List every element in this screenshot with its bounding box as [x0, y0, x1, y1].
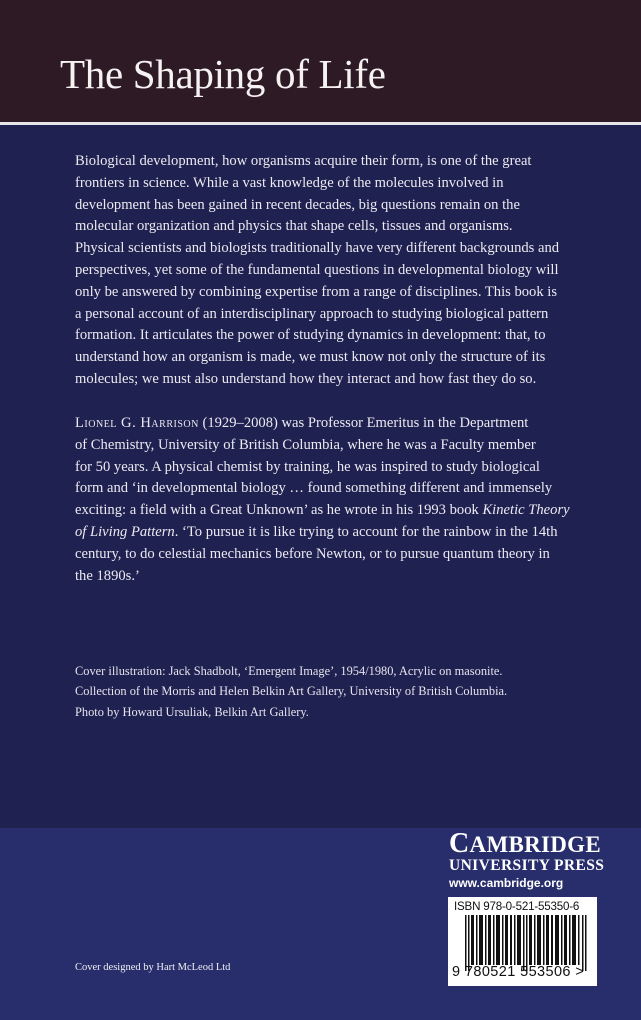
publisher-name: [449, 828, 619, 859]
bio-line: [75, 500, 635, 522]
isbn-label: ISBN 978-0-521-55350-6: [454, 900, 580, 913]
bio-line: [75, 413, 635, 435]
cover-designer-credit: Cover designed by Hart McLeod Ltd: [75, 962, 231, 973]
book-description: [75, 151, 635, 391]
cover-credits: [75, 661, 635, 722]
barcode-bars-icon: [465, 915, 588, 971]
description-line: development has been gained in recent decades, big questions remain on the: [75, 196, 520, 213]
description-line: molecular organization and physics that shape cells, tissues and organisms.: [75, 218, 513, 235]
barcode-digits: 9 780521 553506 >: [452, 964, 585, 980]
credit-line: Photo by Howard Ursuliak, Belkin Art Gallery.: [75, 704, 309, 719]
publisher-logo: [449, 828, 619, 890]
publisher-initial: C: [449, 828, 470, 859]
bio-text: (1929–2008) was Professor Emeritus in the Department: [198, 415, 529, 431]
description-line: frontiers in science. While a vast knowledge of the molecules involved in: [75, 174, 504, 191]
author-name: Lionel G. Harrison: [75, 415, 199, 431]
publisher-name-rest: AMBRIDGE: [469, 832, 601, 857]
description-line: molecules; we must also understand how they interact and how fast they do so.: [75, 370, 537, 387]
bio-line: for 50 years. A physical chemist by training, he was inspired to study biological: [75, 458, 540, 475]
publisher-url: www.cambridge.org: [449, 876, 564, 890]
description-line: perspectives, yet some of the fundamental questions in developmental biology will: [75, 261, 559, 278]
publisher-subtitle: UNIVERSITY PRESS: [449, 857, 605, 874]
description-line: formation. It articulates the power of studying dynamics in development: that, to: [75, 327, 546, 344]
bio-line: form and ‘in developmental biology … found something different and immensely: [75, 480, 553, 497]
credit-line: Cover illustration: Jack Shadbolt, ‘Emergent Image’, 1954/1980, Acrylic on masonite.: [75, 664, 503, 678]
bio-line: of Chemistry, University of British Columbia, where he was a Faculty member: [75, 436, 536, 453]
book-title: The Shaping of Life: [60, 51, 386, 97]
title-band: [0, 0, 641, 122]
description-line: Physical scientists and biologists traditionally have very different backgrounds and: [75, 240, 560, 257]
description-line: only be answered by combining expertise from a range of disciplines. This book is: [75, 283, 558, 300]
book-reference-title: Kinetic Theory: [482, 502, 570, 519]
bio-line: century, to do celestial mechanics before Newton, or to pursue quantum theory in: [75, 545, 550, 562]
bio-line: [75, 522, 635, 544]
isbn-barcode: [448, 897, 597, 986]
bio-line: the 1890s.’: [75, 567, 140, 584]
description-line: understand how an organism is made, we must know not only the structure of its: [75, 349, 546, 366]
credit-line: Collection of the Morris and Helen Belkin Art Gallery, University of British Columbia.: [75, 684, 508, 699]
author-bio: [75, 413, 635, 587]
book-reference-title: of Living Pattern: [75, 523, 175, 540]
description-line: Biological development, how organisms acquire their form, is one of the great: [75, 153, 532, 169]
description-line: a personal account of an interdisciplinary approach to studying biological pattern: [75, 305, 549, 322]
bio-text: exciting: a field with a Great Unknown’ as he wrote in his 1993 book: [75, 502, 483, 519]
bio-text: . ‘To pursue it is like trying to account for the rainbow in the 14th: [174, 523, 558, 540]
